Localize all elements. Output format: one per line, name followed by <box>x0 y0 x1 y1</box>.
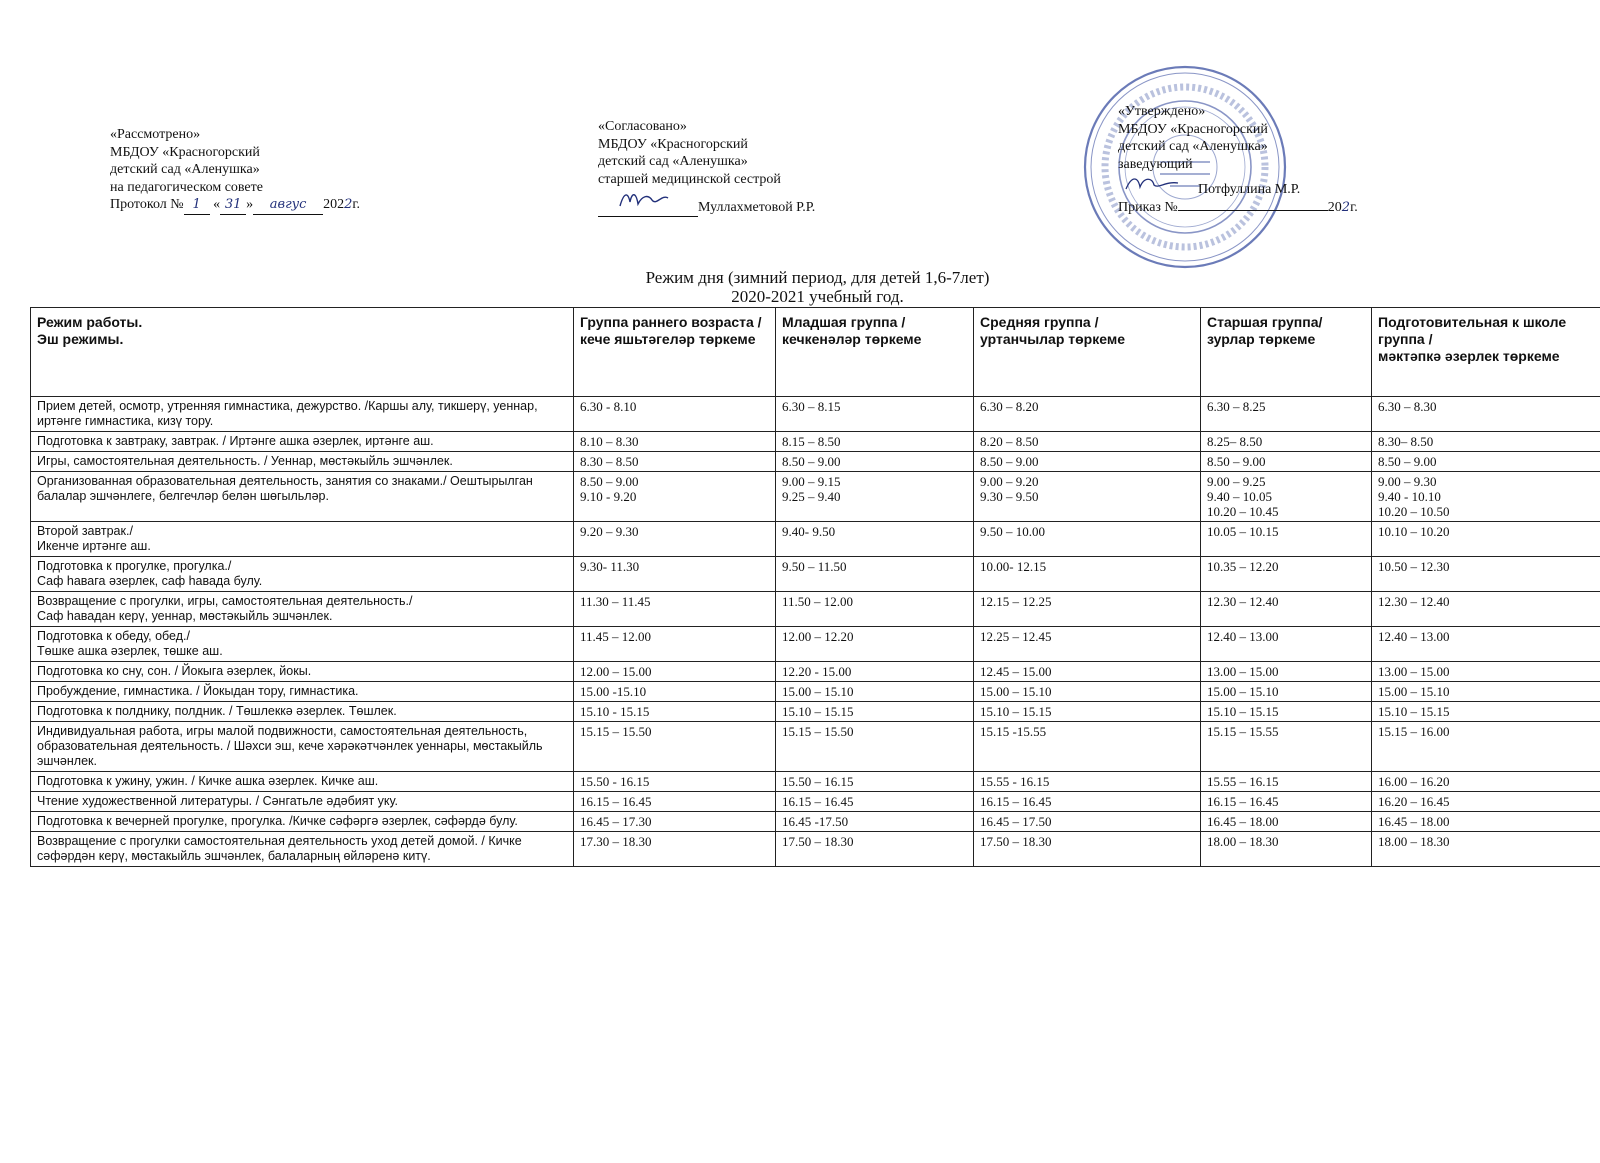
time-cell <box>1201 772 1372 792</box>
time-cell <box>974 812 1201 832</box>
activity-cell: Подготовка к прогулке, прогулка./ Саф һавага әзерлек, саф һавада булу. <box>31 557 574 592</box>
time-slot: 11.45 – 12.00 <box>580 629 652 644</box>
header-senior-group: Старшая группа/ зурлар төркеме <box>1201 308 1372 397</box>
time-cell <box>574 682 776 702</box>
table-row <box>31 772 1600 792</box>
order-year-digit: 2 <box>1341 199 1351 215</box>
time-slot: 10.35 – 12.20 <box>1207 559 1279 574</box>
time-slot: 16.15 – 16.45 <box>1207 794 1279 809</box>
time-slot: 8.50 – 9.00 <box>1378 454 1437 469</box>
time-slot: 8.20 – 8.50 <box>980 434 1039 449</box>
signature-line <box>598 188 815 217</box>
time-slot: 12.25 – 12.45 <box>980 629 1052 644</box>
time-cell <box>1201 702 1372 722</box>
time-cell <box>574 702 776 722</box>
time-slot: 16.45 – 18.00 <box>1378 814 1450 829</box>
time-cell <box>574 592 776 627</box>
protocol-year: 202 <box>323 197 345 212</box>
time-slot: 15.10 – 15.15 <box>782 704 854 719</box>
time-cell <box>1372 397 1600 432</box>
time-slot: 10.20 – 10.50 <box>1378 504 1450 519</box>
time-cell <box>974 772 1201 792</box>
time-cell <box>1201 812 1372 832</box>
table-row <box>31 702 1600 722</box>
approval-agreed-block <box>598 118 815 217</box>
table-row <box>31 832 1600 867</box>
time-slot: 16.15 – 16.45 <box>782 794 854 809</box>
table-row <box>31 472 1600 522</box>
time-cell <box>776 662 974 682</box>
title-line-1: Режим дня (зимний период, для детей 1,6-7лет) <box>645 268 990 287</box>
time-cell <box>1372 702 1600 722</box>
activity-cell: Прием детей, осмотр, утренняя гимнастика, дежурство. /Каршы алу, тикшерү, уеннар, иртәнге гимнастика, кизү тору. <box>31 397 574 432</box>
time-slot: 9.40 – 10.05 <box>1207 489 1272 504</box>
time-slot: 15.55 – 16.15 <box>1207 774 1279 789</box>
time-cell <box>1372 812 1600 832</box>
table-row <box>31 592 1600 627</box>
table-row <box>31 452 1600 472</box>
time-cell <box>574 557 776 592</box>
time-cell <box>1201 682 1372 702</box>
time-cell <box>1372 662 1600 682</box>
time-slot: 10.20 – 10.45 <box>1207 504 1279 519</box>
time-cell <box>574 812 776 832</box>
time-slot: 15.00 – 15.10 <box>782 684 854 699</box>
approval-approved-block <box>1118 103 1358 216</box>
time-cell <box>574 397 776 432</box>
time-cell <box>776 592 974 627</box>
time-cell <box>574 452 776 472</box>
order-number <box>1178 210 1328 211</box>
time-cell <box>776 397 974 432</box>
time-cell <box>574 432 776 452</box>
time-cell <box>574 662 776 682</box>
activity-cell: Организованная образовательная деятельность, занятия со знаками./ Оештырылган балалар эшчәнлеге, белгечләр белән шөгыльләр. <box>31 472 574 522</box>
time-slot: 13.00 – 15.00 <box>1207 664 1279 679</box>
activity-cell: Подготовка ко сну, сон. / Йокыга әзерлек, йокы. <box>31 662 574 682</box>
time-cell <box>776 452 974 472</box>
table-row <box>31 682 1600 702</box>
time-slot: 6.30 – 8.15 <box>782 399 841 414</box>
time-slot: 16.45 – 18.00 <box>1207 814 1279 829</box>
time-cell <box>776 772 974 792</box>
time-slot: 15.50 – 16.15 <box>782 774 854 789</box>
time-slot: 15.10 – 15.15 <box>1207 704 1279 719</box>
head-signature-line <box>1118 173 1358 199</box>
time-slot: 8.30 – 8.50 <box>580 454 639 469</box>
time-slot: 9.00 – 9.25 <box>1207 474 1266 489</box>
time-cell <box>1372 627 1600 662</box>
time-cell <box>1372 792 1600 812</box>
time-slot: 10.05 – 10.15 <box>1207 524 1279 539</box>
time-cell <box>776 832 974 867</box>
time-slot: 9.10 - 9.20 <box>580 489 637 504</box>
time-cell <box>1372 472 1600 522</box>
time-cell <box>574 832 776 867</box>
activity-cell: Второй завтрак./ Икенче иртәнге аш. <box>31 522 574 557</box>
time-slot: 15.15 -15.55 <box>980 724 1047 739</box>
schedule-body <box>31 397 1600 867</box>
time-slot: 18.00 – 18.30 <box>1207 834 1279 849</box>
time-slot: 9.30- 11.30 <box>580 559 640 574</box>
time-slot: 15.15 – 15.50 <box>580 724 652 739</box>
time-cell <box>776 722 974 772</box>
time-cell <box>974 702 1201 722</box>
time-slot: 12.00 – 15.00 <box>580 664 652 679</box>
signature-icon <box>598 188 698 217</box>
protocol-number: 1 <box>184 196 210 215</box>
time-slot: 17.50 – 18.30 <box>782 834 854 849</box>
activity-cell: Подготовка к полднику, полдник. / Төшлеккә әзерлек. Төшлек. <box>31 702 574 722</box>
time-slot: 9.40- 9.50 <box>782 524 836 539</box>
time-cell <box>1201 627 1372 662</box>
activity-cell: Подготовка к завтраку, завтрак. / Иртәнге ашка әзерлек, иртәнге аш. <box>31 432 574 452</box>
time-cell <box>776 522 974 557</box>
time-slot: 16.20 – 16.45 <box>1378 794 1450 809</box>
time-slot: 9.00 – 9.30 <box>1378 474 1437 489</box>
time-cell <box>974 592 1201 627</box>
time-slot: 15.55 - 16.15 <box>980 774 1050 789</box>
time-slot: 12.40 – 13.00 <box>1207 629 1279 644</box>
protocol-line: Протокол № 1 « 31 » авгус 2022г. <box>110 196 360 215</box>
time-slot: 6.30 – 8.25 <box>1207 399 1266 414</box>
time-slot: 9.50 – 11.50 <box>782 559 847 574</box>
approval-line: детский сад «Аленушка» <box>598 154 748 169</box>
time-slot: 16.15 – 16.45 <box>580 794 652 809</box>
table-row <box>31 522 1600 557</box>
time-slot: 16.00 – 16.20 <box>1378 774 1450 789</box>
order-prefix: Приказ № <box>1118 199 1178 215</box>
time-slot: 12.30 – 12.40 <box>1378 594 1450 609</box>
time-cell <box>1201 432 1372 452</box>
approval-line: на педагогическом совете <box>110 179 263 195</box>
time-slot: 17.30 – 18.30 <box>580 834 652 849</box>
schedule-table <box>30 307 1600 867</box>
table-row <box>31 812 1600 832</box>
time-cell <box>1201 832 1372 867</box>
time-slot: 10.10 – 10.20 <box>1378 524 1450 539</box>
time-cell <box>974 522 1201 557</box>
time-slot: 18.00 – 18.30 <box>1378 834 1450 849</box>
time-cell <box>1372 452 1600 472</box>
activity-cell: Игры, самостоятельная деятельность. / Уеннар, мөстәкыйль эшчәнлек. <box>31 452 574 472</box>
time-cell <box>776 472 974 522</box>
time-cell <box>1372 592 1600 627</box>
time-slot: 9.25 – 9.40 <box>782 489 841 504</box>
time-slot: 12.00 – 12.20 <box>782 629 854 644</box>
approval-line: старшей медицинской сестрой <box>598 171 781 187</box>
time-slot: 8.15 – 8.50 <box>782 434 841 449</box>
time-cell <box>1372 772 1600 792</box>
approval-line: детский сад «Аленушка» <box>110 162 260 177</box>
time-slot: 13.00 – 15.00 <box>1378 664 1450 679</box>
time-cell <box>1201 792 1372 812</box>
time-slot: 16.45 – 17.30 <box>580 814 652 829</box>
time-cell <box>1372 682 1600 702</box>
time-slot: 12.20 - 15.00 <box>782 664 852 679</box>
time-cell <box>574 722 776 772</box>
table-header-row <box>31 308 1600 397</box>
time-slot: 8.50 – 9.00 <box>980 454 1039 469</box>
header-mode: Режим работы. Эш режимы. <box>31 308 574 397</box>
time-slot: 10.00- 12.15 <box>980 559 1047 574</box>
time-cell <box>1201 522 1372 557</box>
time-slot: 9.20 – 9.30 <box>580 524 639 539</box>
time-slot: 16.15 – 16.45 <box>980 794 1052 809</box>
time-slot: 15.00 – 15.10 <box>1378 684 1450 699</box>
time-slot: 15.00 – 15.10 <box>1207 684 1279 699</box>
approval-line: «Рассмотрено» <box>110 127 201 142</box>
time-slot: 15.10 - 15.15 <box>580 704 650 719</box>
time-cell <box>1201 662 1372 682</box>
time-cell <box>974 432 1201 452</box>
time-slot: 15.15 – 16.00 <box>1378 724 1450 739</box>
time-slot: 9.00 – 9.20 <box>980 474 1039 489</box>
time-cell <box>1372 432 1600 452</box>
time-slot: 16.45 – 17.50 <box>980 814 1052 829</box>
time-slot: 8.30– 8.50 <box>1378 434 1434 449</box>
time-slot: 12.45 – 15.00 <box>980 664 1052 679</box>
approval-line: МБДОУ «Красногорский <box>598 136 748 152</box>
approval-considered-block <box>110 126 360 215</box>
time-slot: 11.30 – 11.45 <box>580 594 651 609</box>
header-middle-group: Средняя группа / уртанчылар төркеме <box>974 308 1201 397</box>
activity-cell: Чтение художественной литературы. / Сәнгатьле әдәбият уку. <box>31 792 574 812</box>
order-line: Приказ № 202г. <box>1118 199 1358 215</box>
time-cell <box>974 682 1201 702</box>
time-cell <box>974 722 1201 772</box>
time-slot: 6.30 - 8.10 <box>580 399 637 414</box>
time-cell <box>776 792 974 812</box>
time-cell <box>974 792 1201 812</box>
activity-cell: Возвращение с прогулки, игры, самостоятельная деятельность./ Саф һавадан керү, уеннар, мөстәкыйль эшчәнлек. <box>31 592 574 627</box>
time-slot: 9.00 – 9.15 <box>782 474 841 489</box>
time-cell <box>974 472 1201 522</box>
time-slot: 16.45 -17.50 <box>782 814 849 829</box>
time-slot: 6.30 – 8.30 <box>1378 399 1437 414</box>
table-row <box>31 722 1600 772</box>
table-row <box>31 432 1600 452</box>
protocol-day: 31 <box>220 196 246 215</box>
time-cell <box>1372 557 1600 592</box>
time-cell <box>574 472 776 522</box>
table-row <box>31 792 1600 812</box>
time-slot: 15.10 – 15.15 <box>980 704 1052 719</box>
time-cell <box>776 627 974 662</box>
header-early-age-group: Группа раннего возраста / кече яшьтәгеләр төркеме <box>574 308 776 397</box>
time-cell <box>776 812 974 832</box>
document-title <box>0 268 1600 306</box>
order-year: 20 <box>1327 199 1342 215</box>
title-line-2: 2020-2021 учебный год. <box>731 287 904 306</box>
time-cell <box>974 397 1201 432</box>
time-slot: 8.10 – 8.30 <box>580 434 639 449</box>
approval-line: «Согласовано» <box>598 119 687 134</box>
time-cell <box>974 557 1201 592</box>
signature-icon <box>1118 173 1198 199</box>
activity-cell: Пробуждение, гимнастика. / Йокыдан тору, гимнастика. <box>31 682 574 702</box>
time-slot: 8.25– 8.50 <box>1207 434 1263 449</box>
time-cell <box>574 627 776 662</box>
time-slot: 15.15 – 15.55 <box>1207 724 1279 739</box>
time-cell <box>1201 592 1372 627</box>
header-preparatory-group: Подготовительная к школе группа / мәктәпкә әзерлек төркеме <box>1372 308 1600 397</box>
time-slot: 8.50 – 9.00 <box>1207 454 1266 469</box>
time-slot: 15.00 – 15.10 <box>980 684 1052 699</box>
activity-cell: Подготовка к ужину, ужин. / Кичке ашка әзерлек. Кичке аш. <box>31 772 574 792</box>
time-cell <box>1201 722 1372 772</box>
time-slot: 15.10 – 15.15 <box>1378 704 1450 719</box>
approval-line: «Утверждено» <box>1118 104 1206 119</box>
time-slot: 6.30 – 8.20 <box>980 399 1039 414</box>
time-cell <box>974 452 1201 472</box>
time-slot: 12.30 – 12.40 <box>1207 594 1279 609</box>
time-cell <box>1201 452 1372 472</box>
time-cell <box>776 682 974 702</box>
time-slot: 10.50 – 12.30 <box>1378 559 1450 574</box>
time-slot: 15.00 -15.10 <box>580 684 647 699</box>
protocol-month: авгус <box>253 196 323 215</box>
time-cell <box>1372 522 1600 557</box>
activity-cell: Индивидуальная работа, игры малой подвижности, самостоятельная деятельность, образовательная деятельность. / Шәхси эш, кече хәрәкәтчәнлек уеннары, мөстакыйль эшчәнлек. <box>31 722 574 772</box>
time-slot: 17.50 – 18.30 <box>980 834 1052 849</box>
time-slot: 9.50 – 10.00 <box>980 524 1045 539</box>
time-cell <box>974 832 1201 867</box>
time-slot: 8.50 – 9.00 <box>580 474 639 489</box>
time-slot: 9.40 - 10.10 <box>1378 489 1441 504</box>
approval-line: МБДОУ «Красногорский <box>110 144 260 160</box>
table-row <box>31 662 1600 682</box>
time-cell <box>974 662 1201 682</box>
protocol-year-digit: 2 <box>344 197 353 212</box>
time-cell <box>1201 557 1372 592</box>
time-slot: 11.50 – 12.00 <box>782 594 854 609</box>
time-slot: 8.50 – 9.00 <box>782 454 841 469</box>
time-slot: 15.15 – 15.50 <box>782 724 854 739</box>
time-cell <box>574 772 776 792</box>
time-cell <box>776 557 974 592</box>
time-cell <box>776 432 974 452</box>
activity-cell: Подготовка к обеду, обед./ Төшке ашка әзерлек, төшке аш. <box>31 627 574 662</box>
approval-line: МБДОУ «Красногорский <box>1118 121 1268 137</box>
time-slot: 12.15 – 12.25 <box>980 594 1052 609</box>
time-cell <box>974 627 1201 662</box>
head-name: Потфуллина М.Р. <box>1198 182 1301 197</box>
approval-line: детский сад «Аленушка» <box>1118 139 1268 154</box>
time-cell <box>574 792 776 812</box>
time-cell <box>1372 722 1600 772</box>
protocol-prefix: Протокол № <box>110 197 184 212</box>
nurse-name: Муллахметовой Р.Р. <box>698 200 816 215</box>
table-row <box>31 557 1600 592</box>
table-row <box>31 397 1600 432</box>
activity-cell: Возвращение с прогулки самостоятельная деятельность уход детей домой. / Кичке сәфәрдән керү, мөстакыйль эшчәнлек, балаларның өйләренә китү. <box>31 832 574 867</box>
time-cell <box>1372 832 1600 867</box>
time-cell <box>1201 472 1372 522</box>
time-cell <box>574 522 776 557</box>
time-cell <box>776 702 974 722</box>
time-slot: 9.30 – 9.50 <box>980 489 1039 504</box>
time-slot: 15.50 - 16.15 <box>580 774 650 789</box>
header-junior-group: Младшая группа / кечкенәләр төркеме <box>776 308 974 397</box>
table-row <box>31 627 1600 662</box>
approval-line: заведующий <box>1118 156 1193 172</box>
time-cell <box>1201 397 1372 432</box>
activity-cell: Подготовка к вечерней прогулке, прогулка. /Кичке сәфәргә әзерлек, сәфәрдә булу. <box>31 812 574 832</box>
time-slot: 12.40 – 13.00 <box>1378 629 1450 644</box>
